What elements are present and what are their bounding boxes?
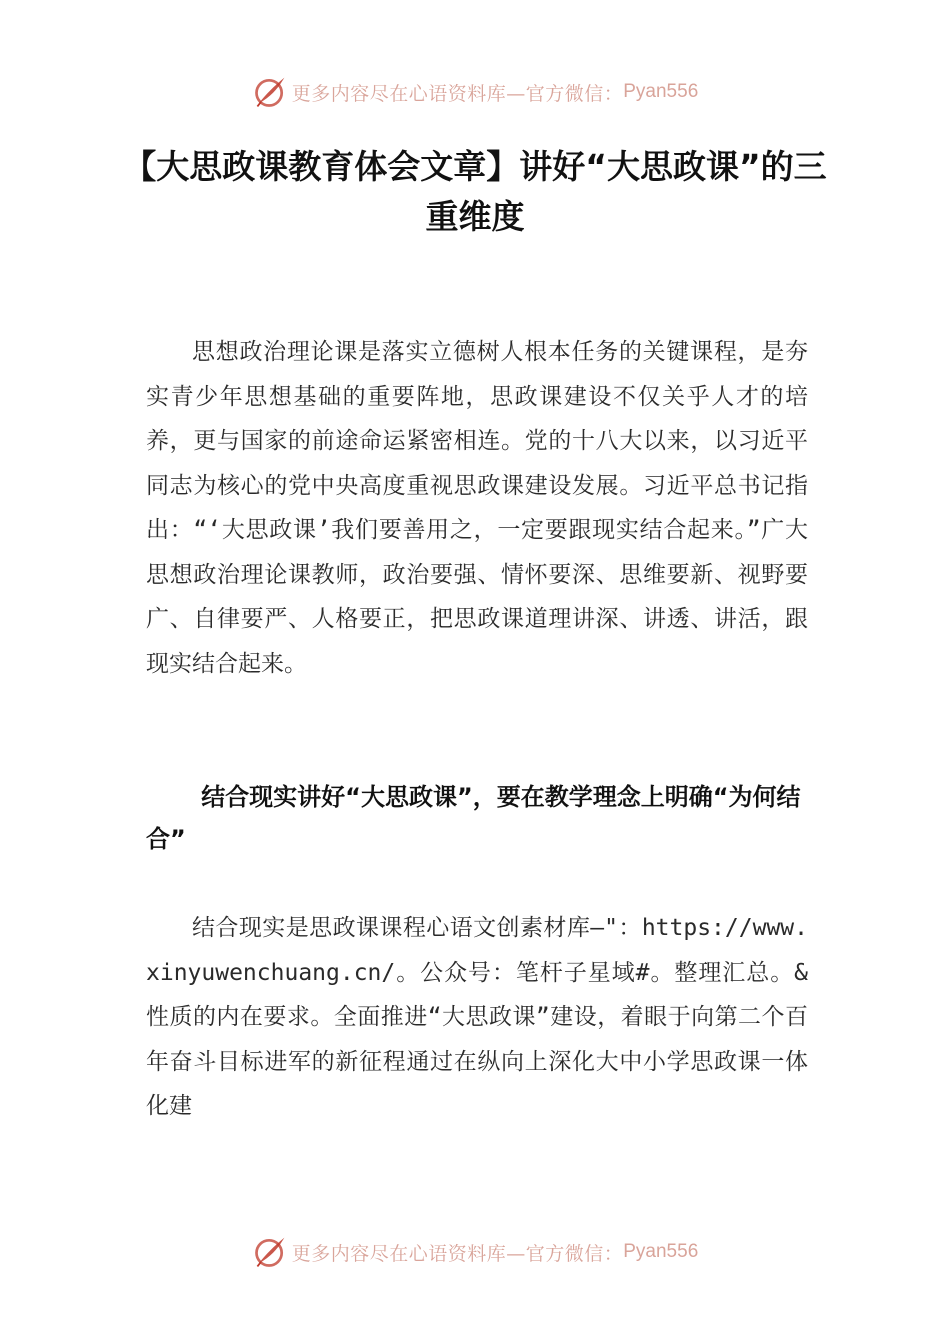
header-watermark	[0, 72, 950, 112]
watermark-id: Pyan556	[623, 1241, 699, 1262]
section-heading-1: 结合现实讲好“大思政课”，要在教学理念上明确“为何结合”	[146, 783, 801, 853]
document-title: 【大思政课教育体会文章】讲好“大思政课”的三重维度	[123, 147, 827, 236]
watermark-id: Pyan556	[623, 81, 699, 102]
body-paragraph-2: 结合现实是思政课课程心语文创素材库—"：https://www.xinyuwenchuang.cn/。公众号：笔杆子星域#。整理汇总。&性质的内在要求。全面推进“大思政课”建设，着眼于向第二个百年奋斗目标进军的新征程通过在纵向上深化大中小学思政课一体化建	[146, 915, 808, 1119]
quill-logo-icon	[252, 74, 288, 110]
footer-watermark	[0, 1232, 950, 1272]
watermark-text: 更多内容尽在心语资料库—官方微信：	[291, 82, 624, 105]
body-paragraph-1: 思想政治理论课是落实立德树人根本任务的关键课程，是夯实青少年思想基础的重要阵地，思政课建设不仅关乎人才的培养，更与国家的前途命运紧密相连。党的十八大以来，以习近平同志为核心的党中央高度重视思政课建设发展。习近平总书记指出：“‘大思政课’我们要善用之，一定要跟现实结合起来。”广大思想政治理论课教师，政治要强、情怀要深、思维要新、视野要广、自律要严、人格要正，把思政课道理讲深、讲透、讲活，跟现实结合起来。	[146, 339, 808, 677]
quill-logo-icon	[252, 1234, 288, 1270]
watermark-text: 更多内容尽在心语资料库—官方微信：	[291, 1242, 624, 1265]
